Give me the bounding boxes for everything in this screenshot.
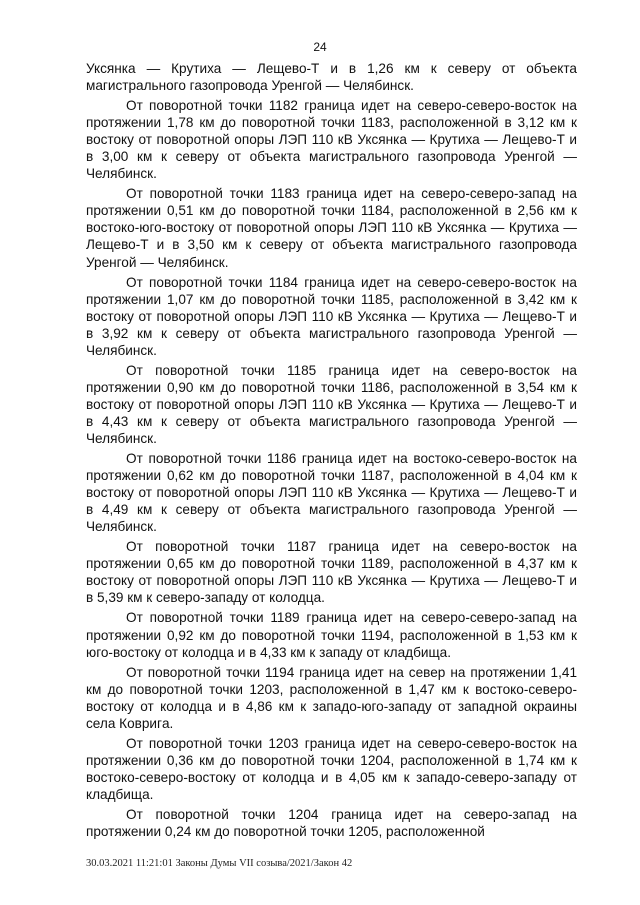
paragraph: От поворотной точки 1182 граница идет на северо-северо-восток на протяжении 1,78 км до поворотной точки 1183, расположенной в 3,12 км к востоку от поворотной опоры ЛЭП 110 кВ Уксянка — Крутиха — Лещево-Т и в 3,00 км к северу от объекта магистрального газопровода Уренгой — Челябинск.	[86, 98, 577, 182]
paragraph: От поворотной точки 1183 граница идет на северо-северо-запад на протяжении 0,51 км до поворотной точки 1184, расположенной в 2,56 км к востоко-юго-востоку от поворотной опоры ЛЭП 110 кВ Уксянка — Крутиха — Лещево-Т и в 3,50 км к северу от объекта магистрального газопровода Уренгой — Челябинск.	[86, 186, 577, 270]
paragraph: От поворотной точки 1189 граница идет на северо-северо-запад на протяжении 0,92 км до поворотной точки 1194, расположенной в 1,53 км к юго-востоку от колодца и в 4,33 км к западу от кладбища.	[86, 610, 577, 660]
paragraph: Уксянка — Крутиха — Лещево-Т и в 1,26 км к северу от объекта магистрального газопровода Уренгой — Челябинск.	[86, 61, 577, 94]
paragraph: От поворотной точки 1186 граница идет на востоко-северо-восток на протяжении 0,62 км до поворотной точки 1187, расположенной в 4,04 км к востоку от поворотной опоры ЛЭП 110 кВ Уксянка — Крутиха — Лещево-Т и в 4,49 км к северу от объекта магистрального газопровода Уренгой — Челябинск.	[86, 451, 577, 535]
page-number: 24	[313, 40, 327, 54]
paragraph: От поворотной точки 1204 граница идет на северо-запад на протяжении 0,24 км до поворотной точки 1205, расположенной	[86, 806, 577, 840]
document-body	[86, 60, 577, 843]
paragraph: От поворотной точки 1184 граница идет на северо-северо-восток на протяжении 1,07 км до поворотной точки 1185, расположенной в 3,42 км к востоку от поворотной опоры ЛЭП 110 кВ Уксянка — Крутиха — Лещево-Т и в 3,92 км к северу от объекта магистрального газопровода Уренгой — Челябинск.	[86, 274, 577, 358]
paragraph: От поворотной точки 1187 граница идет на северо-восток на протяжении 0,65 км до поворотной точки 1189, расположенной в 4,37 км к востоку от поворотной опоры ЛЭП 110 кВ Уксянка — Крутиха — Лещево-Т и в 5,39 км к северо-западу от колодца.	[86, 539, 577, 606]
paragraph: От поворотной точки 1185 граница идет на северо-восток на протяжении 0,90 км до поворотной точки 1186, расположенной в 3,54 км к востоку от поворотной опоры ЛЭП 110 кВ Уксянка — Крутиха — Лещево-Т и в 4,43 км к северу от объекта магистрального газопровода Уренгой — Челябинск.	[86, 362, 577, 446]
paragraph: От поворотной точки 1203 граница идет на северо-северо-восток на протяжении 0,36 км до поворотной точки 1204, расположенной в 1,74 км к востоко-северо-востоку от колодца и в 4,05 км к западо-северо-западу от кладбища.	[86, 735, 577, 802]
footer-stamp: 30.03.2021 11:21:01 Законы Думы VII созыва/2021/Закон 42	[86, 858, 353, 869]
paragraph: От поворотной точки 1194 граница идет на север на протяжении 1,41 км до поворотной точки 1203, расположенной в 1,47 км к востоко-северо-востоку от колодца и в 4,86 км к западо-юго-западу от западной окраины села Ковригa.	[86, 664, 577, 731]
